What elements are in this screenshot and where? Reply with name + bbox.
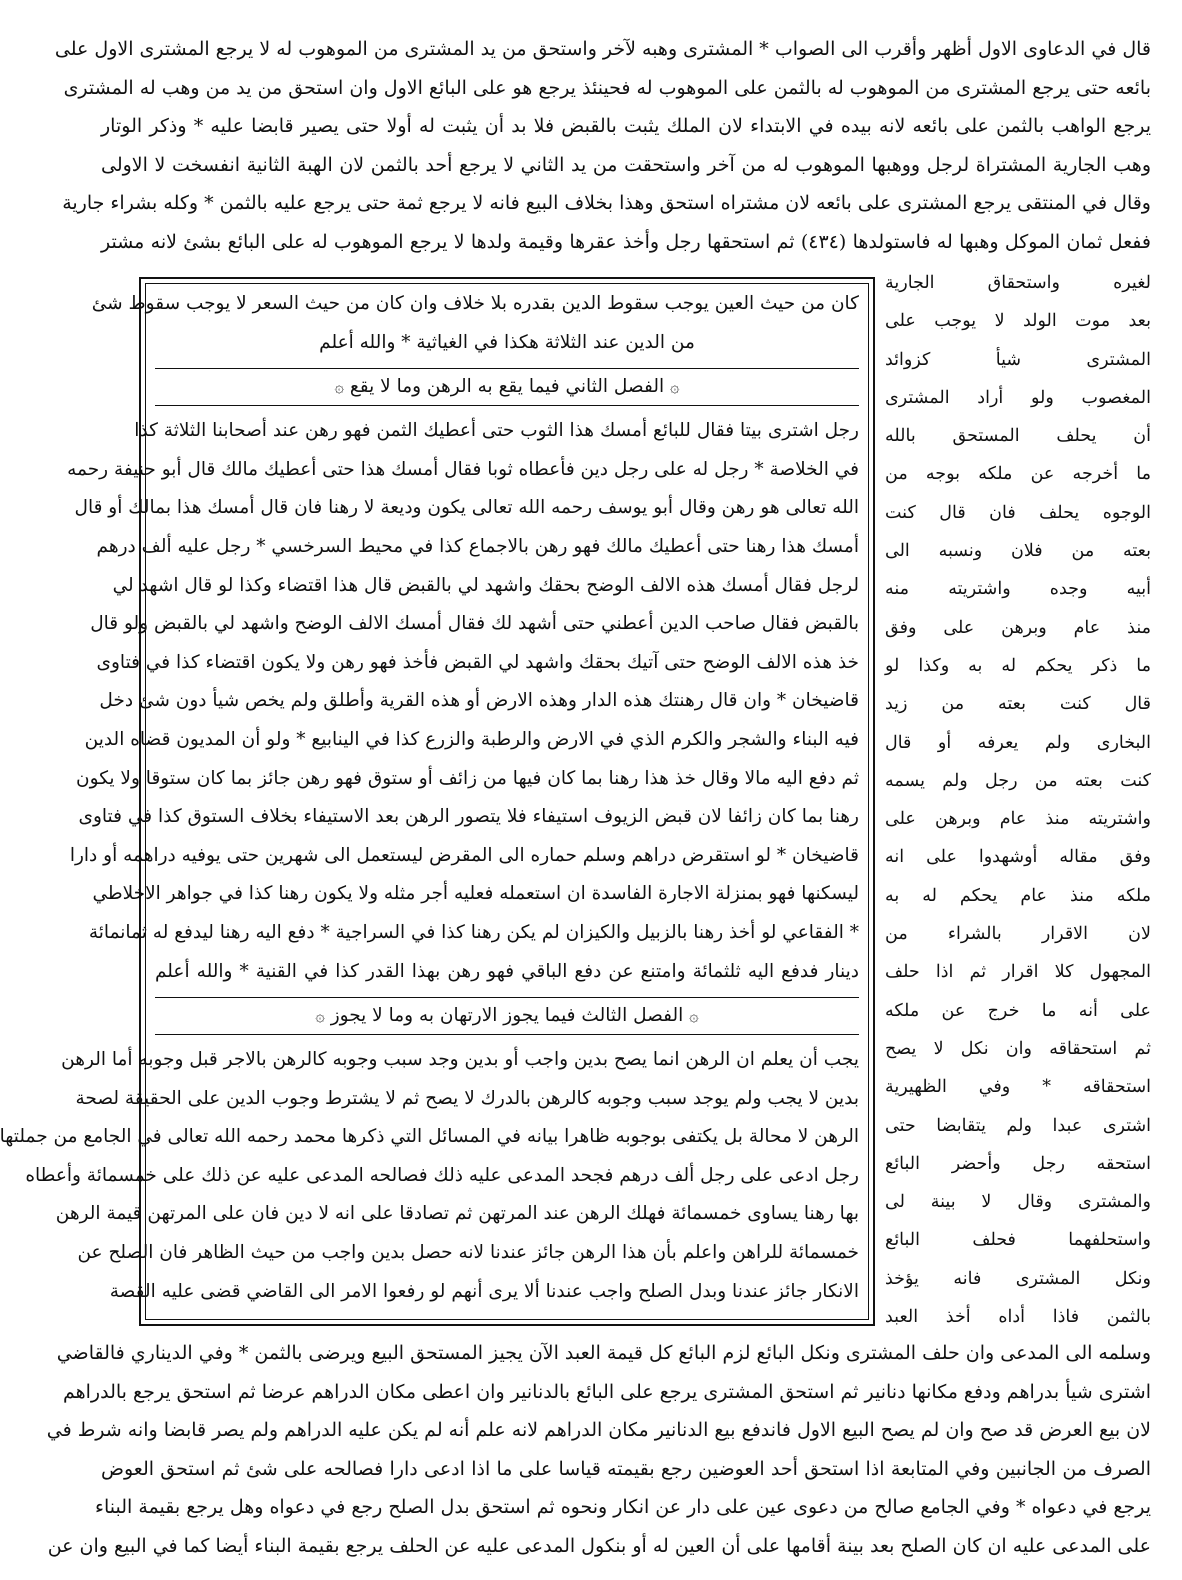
- margin-line: لان الاقرار بالشراء من: [885, 924, 1151, 945]
- margin-line: واشتريته منذ عام وبرهن على: [885, 809, 1151, 830]
- text-line: رجل اشترى بيتا فقال للبائع أمسك هذا الثوب حتى أعطيك الثمن فهو رهن عند أصحابنا الثلاثة كذا: [134, 420, 859, 442]
- text-line: قال في الدعاوى الاول أظهر وأقرب الى الصواب * المشترى وهبه لآخر واستحق من يد المشترى من الموهوب له لا يرجع المشترى الاول على: [54, 38, 1151, 60]
- text-line: في الخلاصة * رجل له على رجل دين فأعطاه ثوبا فقال أمسك هذا حتى أعطيك مالك قال أبو حنيفة رحمه: [67, 458, 859, 480]
- margin-line: ما ذكر يحكم له به وكذا لو: [885, 655, 1151, 676]
- text-line: من الدين عند الثلاثة هكذا في الغياثية * والله أعلم: [319, 331, 695, 353]
- text-line: اشترى شيأ بدراهم ودفع مكانها دنانير ثم استحق المشترى يرجع على البائع بالدنانير وان اعطى مكان الدراهم عرضا ثم استحق يرجع بالدراهم: [62, 1380, 1151, 1403]
- text-line: الانكار جائز عندنا وبدل الصلح واجب عندنا ألا يرى أنهم لو رفعوا الامر الى القاضي قضى عليه القصة: [109, 1280, 859, 1302]
- ornament-icon: ۞: [334, 377, 344, 397]
- margin-line: أن يحلف المستحق بالله: [885, 426, 1151, 447]
- text-line: خمسمائة للراهن واعلم بأن هذا الرهن جائز عندنا لانه حصل بدين واجب من حيث الظاهر فان الصلح عن: [77, 1242, 859, 1264]
- text-line: قاضيخان * وان قال رهنتك هذه الدار وهذه الارض أو هذه القرية وأطلق ولم يخص شيأ دون شئ دخل: [99, 690, 859, 712]
- section-heading-3: [155, 997, 859, 1035]
- margin-line: اشترى عبدا ولم يتقابضا حتى: [885, 1115, 1151, 1136]
- text-line: * الفقاعي لو أخذ رهنا بالزبيل والكيزان لم يكن رهنا كذا في السراجية * دفع اليه رهنا ليدفع له ثمانمائة: [88, 921, 859, 943]
- text-line: وسلمه الى المدعى وان حلف المشترى ونكل البائع لزم البائع كل قيمة العبد الآن يجيز المستحق البيع ويرضى بالثمن * وفي الديناري فالقاضي: [56, 1342, 1151, 1364]
- bottom-text-block: [46, 1334, 1151, 1565]
- text-line: الرهن لا محالة بل يكتفى بوجوبه ظاهرا بيانه في المسائل التي ذكرها محمد رحمه الله تعالى في الجامع من جملتها: [0, 1126, 859, 1148]
- text-line: على المدعى عليه ان كان الصلح بعد بينة أقامها على أن العين له أو بنكول المدعى عليه عن الحلف يرجع بقيمة البناء أيضا كما في البيع وان عن: [47, 1534, 1151, 1557]
- ornament-icon: ۞: [689, 1006, 699, 1026]
- text-line: الله تعالى هو رهن وقال أبو يوسف رحمه الله تعالى يكون وديعة لا رهنا فان قال أمسك هذا بمالك أو قال: [74, 497, 859, 519]
- ornament-icon: ۞: [315, 1006, 325, 1026]
- margin-line: ما أخرجه عن ملكه بوجه من: [885, 464, 1151, 485]
- main-text-body: [0, 285, 859, 1311]
- text-line: خذ هذه الالف الوضح حتى آتيك بحقك واشهد لي القبض فأخذ فهو رهن ولا يكون اقتضاء كذا في فتاوى: [96, 651, 859, 673]
- text-line: رهنا بما كان زائفا لان قبض الزيوف استيفاء فلا يتصور الرهن بعد الاستيفاء بخلاف الستوق كذا في فتاوى: [78, 806, 859, 828]
- margin-line: الوجوه يحلف فان قال كنت: [885, 502, 1151, 523]
- text-line: يجب أن يعلم ان الرهن انما يصح بدين واجب أو بدين وجد سبب وجوبه كالرهن بالاجر قبل وجوبه أما الرهن: [61, 1049, 859, 1071]
- text-line: لرجل فقال أمسك هذه الالف الوضح بحقك واشهد لي بالقبض قال هذا اقتضاء وكذا لو قال اشهد لي: [112, 574, 859, 596]
- margin-line: المغصوب ولو أراد المشترى: [885, 387, 1151, 408]
- text-line: لان بيع العرض قد صح وان لم يصح البيع الاول فاندفع بيع الدنانير مكان الدراهم لانه علم أنه لم يكن عليه الدراهم ولم يصر قابضا وانه شرط في: [46, 1419, 1151, 1441]
- text-line: وهب الجارية المشتراة لرجل ووهبها الموهوب له من آخر واستحقت من يد الثاني لا يرجع أحد بالثمن لان الهبة الثانية انفسخت لا الاولى: [101, 153, 1151, 176]
- text-line: الصرف من الجانبين وفي المتابعة اذا استحق أحد العوضين رجع بقيمته قياسا على ما اذا ادعى دارا فصالحه على شئ ثم استحق العوض: [101, 1457, 1151, 1480]
- text-line: ففعل ثمان الموكل وهبها له فاستولدها (٤٣٤) ثم استحقها رجل وأخذ عقرها وقيمة ولدها لا يرجع الموهوب له على البائع بشئ لانه مشتر: [101, 230, 1151, 253]
- margin-line: وفق مقاله أوشهدوا على انه: [885, 847, 1151, 868]
- top-text-block: [54, 30, 1151, 261]
- text-line: بدين لا يجب ولم يوجد سبب وجوبه كالرهن بالدرك لا يصح ثم لا يشترط وجوب الدين على الحقيقة لصحة: [75, 1087, 859, 1109]
- text-line: بالقبض فقال صاحب الدين أعطني حتى أشهد لك فقال أمسك الالف الوضح واشهد لي بالقبض ولو قال: [90, 613, 859, 635]
- text-line: ثم دفع اليه مالا وقال خذ هذا رهنا بما كان فيها من زائف أو ستوق فهو رهن جائز بما كان ستوقا ولا يكون: [76, 767, 859, 789]
- text-line: كان من حيث العين يوجب سقوط الدين بقدره بلا خلاف وان كان من حيث السعر لا يوجب سقوط شئ: [91, 293, 859, 314]
- margin-line: منذ عام وبرهن على وفق: [885, 617, 1151, 638]
- text-line: أمسك هذا رهنا حتى أعطيك مالك فهو رهن بالاجماع كذا في محيط السرخسي * رجل عليه ألف درهم: [96, 535, 859, 557]
- margin-line: استحقه رجل وأحضر البائع: [885, 1153, 1151, 1174]
- text-line: وقال في المنتقى يرجع المشترى على بائعه لان مشتراه استحق وهذا بخلاف البيع فانه لا يرجع ثمة حتى يرجع عليه بالثمن * وكله بشراء جارية: [62, 192, 1151, 214]
- margin-line: والمشترى وقال لا بينة لى: [885, 1192, 1151, 1213]
- margin-line: ونكل المشترى فانه يؤخذ: [885, 1268, 1151, 1289]
- text-line: يرجع في دعواه * وفي الجامع صالح من دعوى عين على دار عن انكار ونحوه ثم استحق بدل الصلح رجع في دعواه وهل يرجع بقيمة البناء: [95, 1496, 1151, 1518]
- text-line: بها رهنا يساوى خمسمائة فهلك الرهن عند المرتهن ثم تصادقا على انه لا دين فان على المرتهن قيمة الرهن: [55, 1203, 859, 1225]
- margin-line: ثم استحقاقه وان نكل لا يصح: [885, 1038, 1151, 1059]
- margin-line: على أنه ما خرج عن ملكه: [885, 1000, 1151, 1021]
- margin-line: قال كنت بعته من زيد: [885, 694, 1151, 715]
- margin-line: كنت بعته من رجل ولم يسمه: [885, 770, 1151, 791]
- margin-line: واستحلفهما فحلف البائع: [885, 1230, 1151, 1251]
- margin-line: المجهول كلا اقرار ثم اذا حلف: [885, 962, 1151, 983]
- margin-line: بالثمن فاذا أداه أخذ العبد: [885, 1307, 1151, 1328]
- ornament-icon: ۞: [670, 377, 680, 397]
- text-line: يرجع الواهب بالثمن على بائعه لانه بيده في الابتداء لان الملك يثبت بالقبض فلا بد أن يثبت له أولا حتى يصير قابضا عليه * وذكر الوتار: [101, 115, 1151, 137]
- margin-line: بعته من فلان ونسبه الى: [885, 541, 1151, 562]
- main-text-frame: [0, 277, 875, 1326]
- margin-line: المشترى شيأ كزوائد: [885, 349, 1151, 370]
- margin-line: لغيره واستحقاق الجارية: [885, 273, 1151, 293]
- section-heading-2: [155, 368, 859, 406]
- text-line: قاضيخان * لو استقرض دراهم وسلم حماره الى المقرض ليستعمل الى شهرين حتى يوفيه دراهمه أو دارا: [69, 844, 859, 866]
- margin-line: ملكه منذ عام يحكم له به: [885, 885, 1151, 906]
- margin-line: أبيه وجده واشتريته منه: [885, 579, 1151, 600]
- section-title: الفصل الثالث فيما يجوز الارتهان به وما لا يجوز: [330, 1005, 684, 1027]
- text-line: رجل ادعى على رجل ألف درهم فجحد المدعى عليه ذلك فصالحه المدعى عليه عن ذلك على خمسمائة وأعطاه: [25, 1164, 859, 1186]
- margin-line: استحقاقه * وفي الظهيرية: [885, 1077, 1151, 1098]
- margin-line: البخارى ولم يعرفه أو قال: [885, 732, 1151, 753]
- text-line: ليسكنها فهو بمنزلة الاجارة الفاسدة ان استعمله فعليه أجر مثله ولا يكون رهنا كذا في جواهر الاخلاطي: [92, 883, 859, 905]
- section-title: الفصل الثاني فيما يقع به الرهن وما لا يقع: [349, 376, 665, 398]
- margin-line: بعد موت الولد لا يوجب على: [885, 311, 1151, 332]
- text-line: بائعه حتى يرجع المشترى من الموهوب له بالثمن على الموهوب له فحينئذ يرجع هو على البائع الاول وان استحق من يد من وهب له المشترى: [63, 76, 1151, 99]
- margin-commentary-column: [885, 264, 1151, 1336]
- text-line: فيه البناء والشجر والكرم الذي في الارض والرطبة والزرع كذا في الينابيع * ولو أن المديون قضاه الدين: [84, 728, 859, 750]
- text-line: دينار فدفع اليه ثلثمائة وامتنع عن دفع الباقي فهو رهن بهذا القدر كذا في القنية * والله أعلم: [155, 960, 859, 982]
